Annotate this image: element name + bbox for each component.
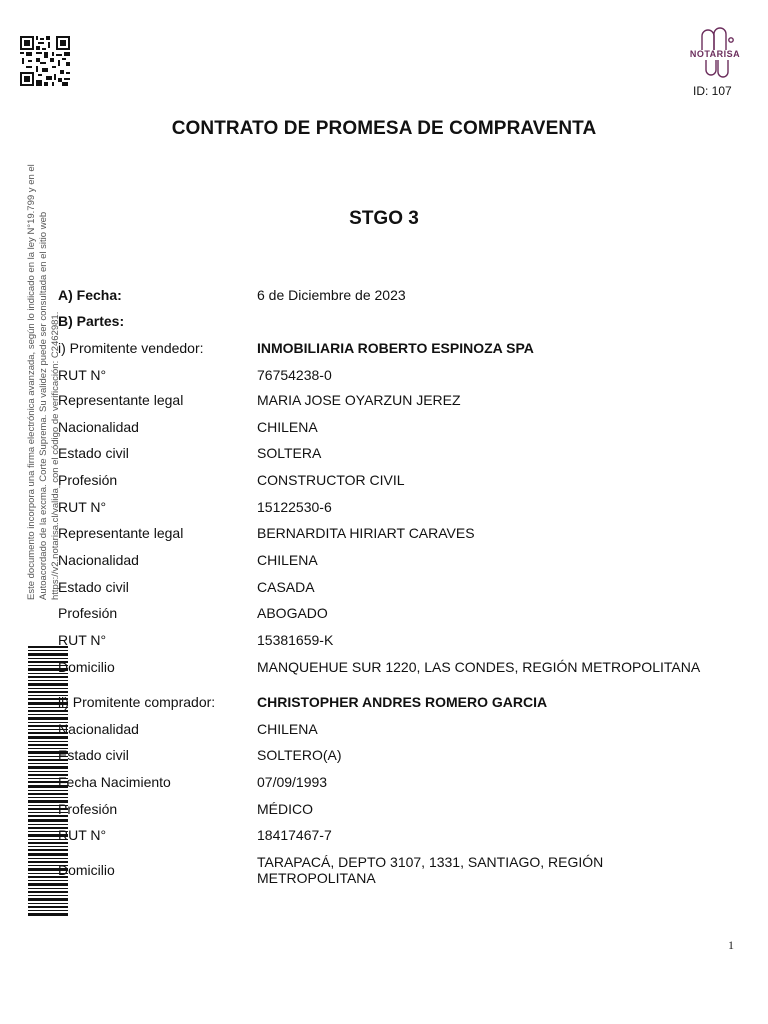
page-number: 1 [728,938,734,952]
row-label: ii) Promitente comprador: [58,694,216,710]
row-value: 15122530-6 [257,499,332,515]
row-label: Representante legal [58,525,184,541]
row-value: SOLTERA [257,445,322,461]
row-label: Estado civil [58,579,129,595]
row-label: Profesión [58,605,118,621]
row-label: RUT N° [58,632,107,648]
notarisa-logo [684,24,746,80]
row-label: Domicilio [58,659,115,675]
row-label: Nacionalidad [58,419,139,435]
row-value: MANQUEHUE SUR 1220, LAS CONDES, REGIÓN METROPOLITANA [257,659,701,675]
row-label: Nacionalidad [58,721,139,737]
row-value: SOLTERO(A) [257,747,342,763]
row-label: RUT N° [58,367,107,383]
row-label: Domicilio [58,862,115,878]
row-value: 18417467-7 [257,827,332,843]
logo-wordmark: NOTARISA [689,49,741,59]
row-value: ABOGADO [257,605,328,621]
row-value: CASADA [257,579,315,595]
row-label: i) Promitente vendedor: [58,340,204,356]
row-label: Representante legal [58,392,184,408]
row-value: 6 de Diciembre de 2023 [257,287,406,303]
row-value: MÉDICO [257,801,313,817]
row-value: TARAPACÁ, DEPTO 3107, 1331, SANTIAGO, REGIÓN METROPOLITANA [257,854,604,886]
row-value: 07/09/1993 [257,774,328,790]
page-title: CONTRATO DE PROMESA DE COMPRAVENTA [171,118,597,139]
page-subtitle: STGO 3 [349,208,419,229]
row-label: Profesión [58,801,118,817]
row-label: RUT N° [58,499,107,515]
row-label: Nacionalidad [58,552,139,568]
row-label: Fecha Nacimiento [58,774,171,790]
row-value: CHRISTOPHER ANDRES ROMERO GARCIA [257,694,548,710]
row-value: BERNARDITA HIRIART CARAVES [257,525,475,541]
row-value: CHILENA [257,721,318,737]
notarisa-logo-icon [684,24,746,80]
row-value: MARIA JOSE OYARZUN JEREZ [257,392,461,408]
qr-code-icon [20,36,70,86]
row-label: B) Partes: [58,313,125,329]
row-label: Profesión [58,472,118,488]
row-label: A) Fecha: [58,287,122,303]
row-value: CHILENA [257,552,318,568]
signature-verification-note: Este documento incorpora una firma electrónica avanzada, según lo indicado en la ley N°19.799 y en el Autoacordado de la excma. Corte Suprema. Su validez puede ser consultada en el sitio web https://v2.notarisa.cl/valida_con el código de verificación: C2462981. [26,164,61,600]
row-value: CHILENA [257,419,318,435]
row-label: RUT N° [58,827,107,843]
row-value: CONSTRUCTOR CIVIL [257,472,405,488]
row-value: 76754238-0 [257,367,332,383]
row-label: Estado civil [58,747,129,763]
row-value: INMOBILIARIA ROBERTO ESPINOZA SPA [257,340,534,356]
document-id: ID: 107 [693,84,732,98]
row-value: 15381659-K [257,632,334,648]
row-label: Estado civil [58,445,129,461]
